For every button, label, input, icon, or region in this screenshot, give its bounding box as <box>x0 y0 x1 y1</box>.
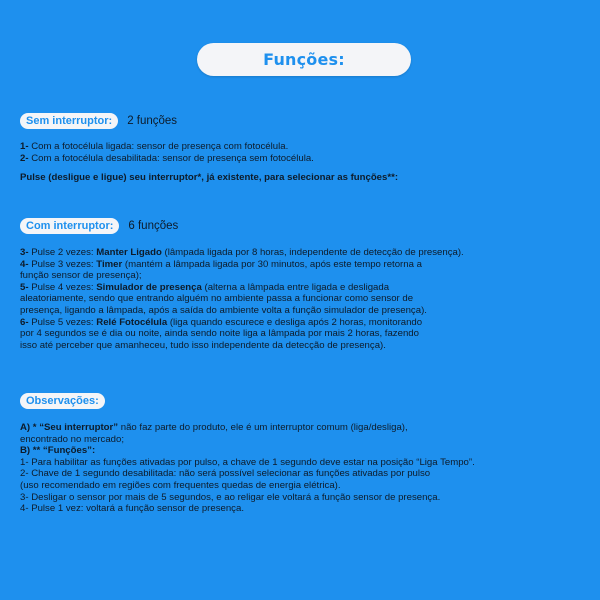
section-observacoes <box>20 393 585 515</box>
tag-sem-interruptor: Sem interruptor: <box>20 113 118 129</box>
obs-a: A) * “Seu interruptor” não faz parte do produto, ele é um interruptor comum (liga/desliga), <box>20 422 408 433</box>
tag-observacoes: Observações: <box>20 393 105 409</box>
list-item-cont: aleatoriamente, sendo que entrando alguém no ambiente passa a funcionar como sensor de <box>20 293 414 305</box>
obs-list <box>20 422 585 515</box>
list-item-cont: por 4 segundos se é dia ou noite, ainda sendo noite liga a lâmpada por mais 2 horas, fazendo <box>20 328 419 340</box>
section-sem-interruptor <box>20 113 585 184</box>
list-item: 1- Com a fotocélula ligada: sensor de presença com fotocélula. <box>20 141 289 152</box>
com-count: 6 funções <box>128 220 179 232</box>
list-item: 2- Com a fotocélula desabilitada: sensor de presença sem fotocélula. <box>20 152 314 164</box>
page-title: Funções: <box>263 50 345 69</box>
section-com-interruptor <box>20 218 585 351</box>
list-item: 3- Desligar o sensor por mais de 5 segundos, e ao religar ele voltará a função sensor de presença. <box>20 491 441 503</box>
tag-com-interruptor: Com interruptor: <box>20 218 119 234</box>
list-item-cont: função sensor de presença); <box>20 270 142 282</box>
com-list <box>20 247 585 351</box>
list-item: 2- Chave de 1 segundo desabilitada: não será possível selecionar as funções ativadas por pulso <box>20 468 431 480</box>
obs-a-cont: encontrado no mercado; <box>20 433 124 445</box>
obs-b-label: B) ** “Funções”: <box>20 445 96 457</box>
sem-list <box>20 141 585 164</box>
list-item-cont: presença, ligando a lâmpada, após a saída do ambiente volta a função simulador de presença). <box>20 304 427 316</box>
list-item: 5- Pulse 4 vezes: Simulador de presença (alterna a lâmpada entre ligada e desligada <box>20 281 390 293</box>
list-item: 4- Pulse 3 vezes: Timer (mantém a lâmpada ligada por 30 minutos, após este tempo retorna a <box>20 258 422 270</box>
title-banner <box>197 43 411 76</box>
sem-count: 2 funções <box>127 115 178 127</box>
list-item-cont: isso até perceber que amanheceu, tudo isso independente da detecção de presença). <box>20 339 386 351</box>
list-item: 3- Pulse 2 vezes: Manter Ligado (lâmpada ligada por 8 horas, independente de detecção de presença). <box>20 247 464 258</box>
list-item: 1- Para habilitar as funções ativadas por pulso, a chave de 1 segundo deve estar na posição “Liga Tempo”. <box>20 456 475 468</box>
list-item: 6- Pulse 5 vezes: Relé Fotocélula (liga quando escurece e desliga após 2 horas, monitorando <box>20 316 423 328</box>
list-item: 4- Pulse 1 vez: voltará a função sensor de presença. <box>20 503 244 515</box>
list-item: (uso recomendado em regiões com frequentes quedas de energia elétrica). <box>20 479 341 491</box>
pulse-instruction: Pulse (desligue e ligue) seu interruptor*, já existente, para selecionar as funções**: <box>20 172 399 184</box>
